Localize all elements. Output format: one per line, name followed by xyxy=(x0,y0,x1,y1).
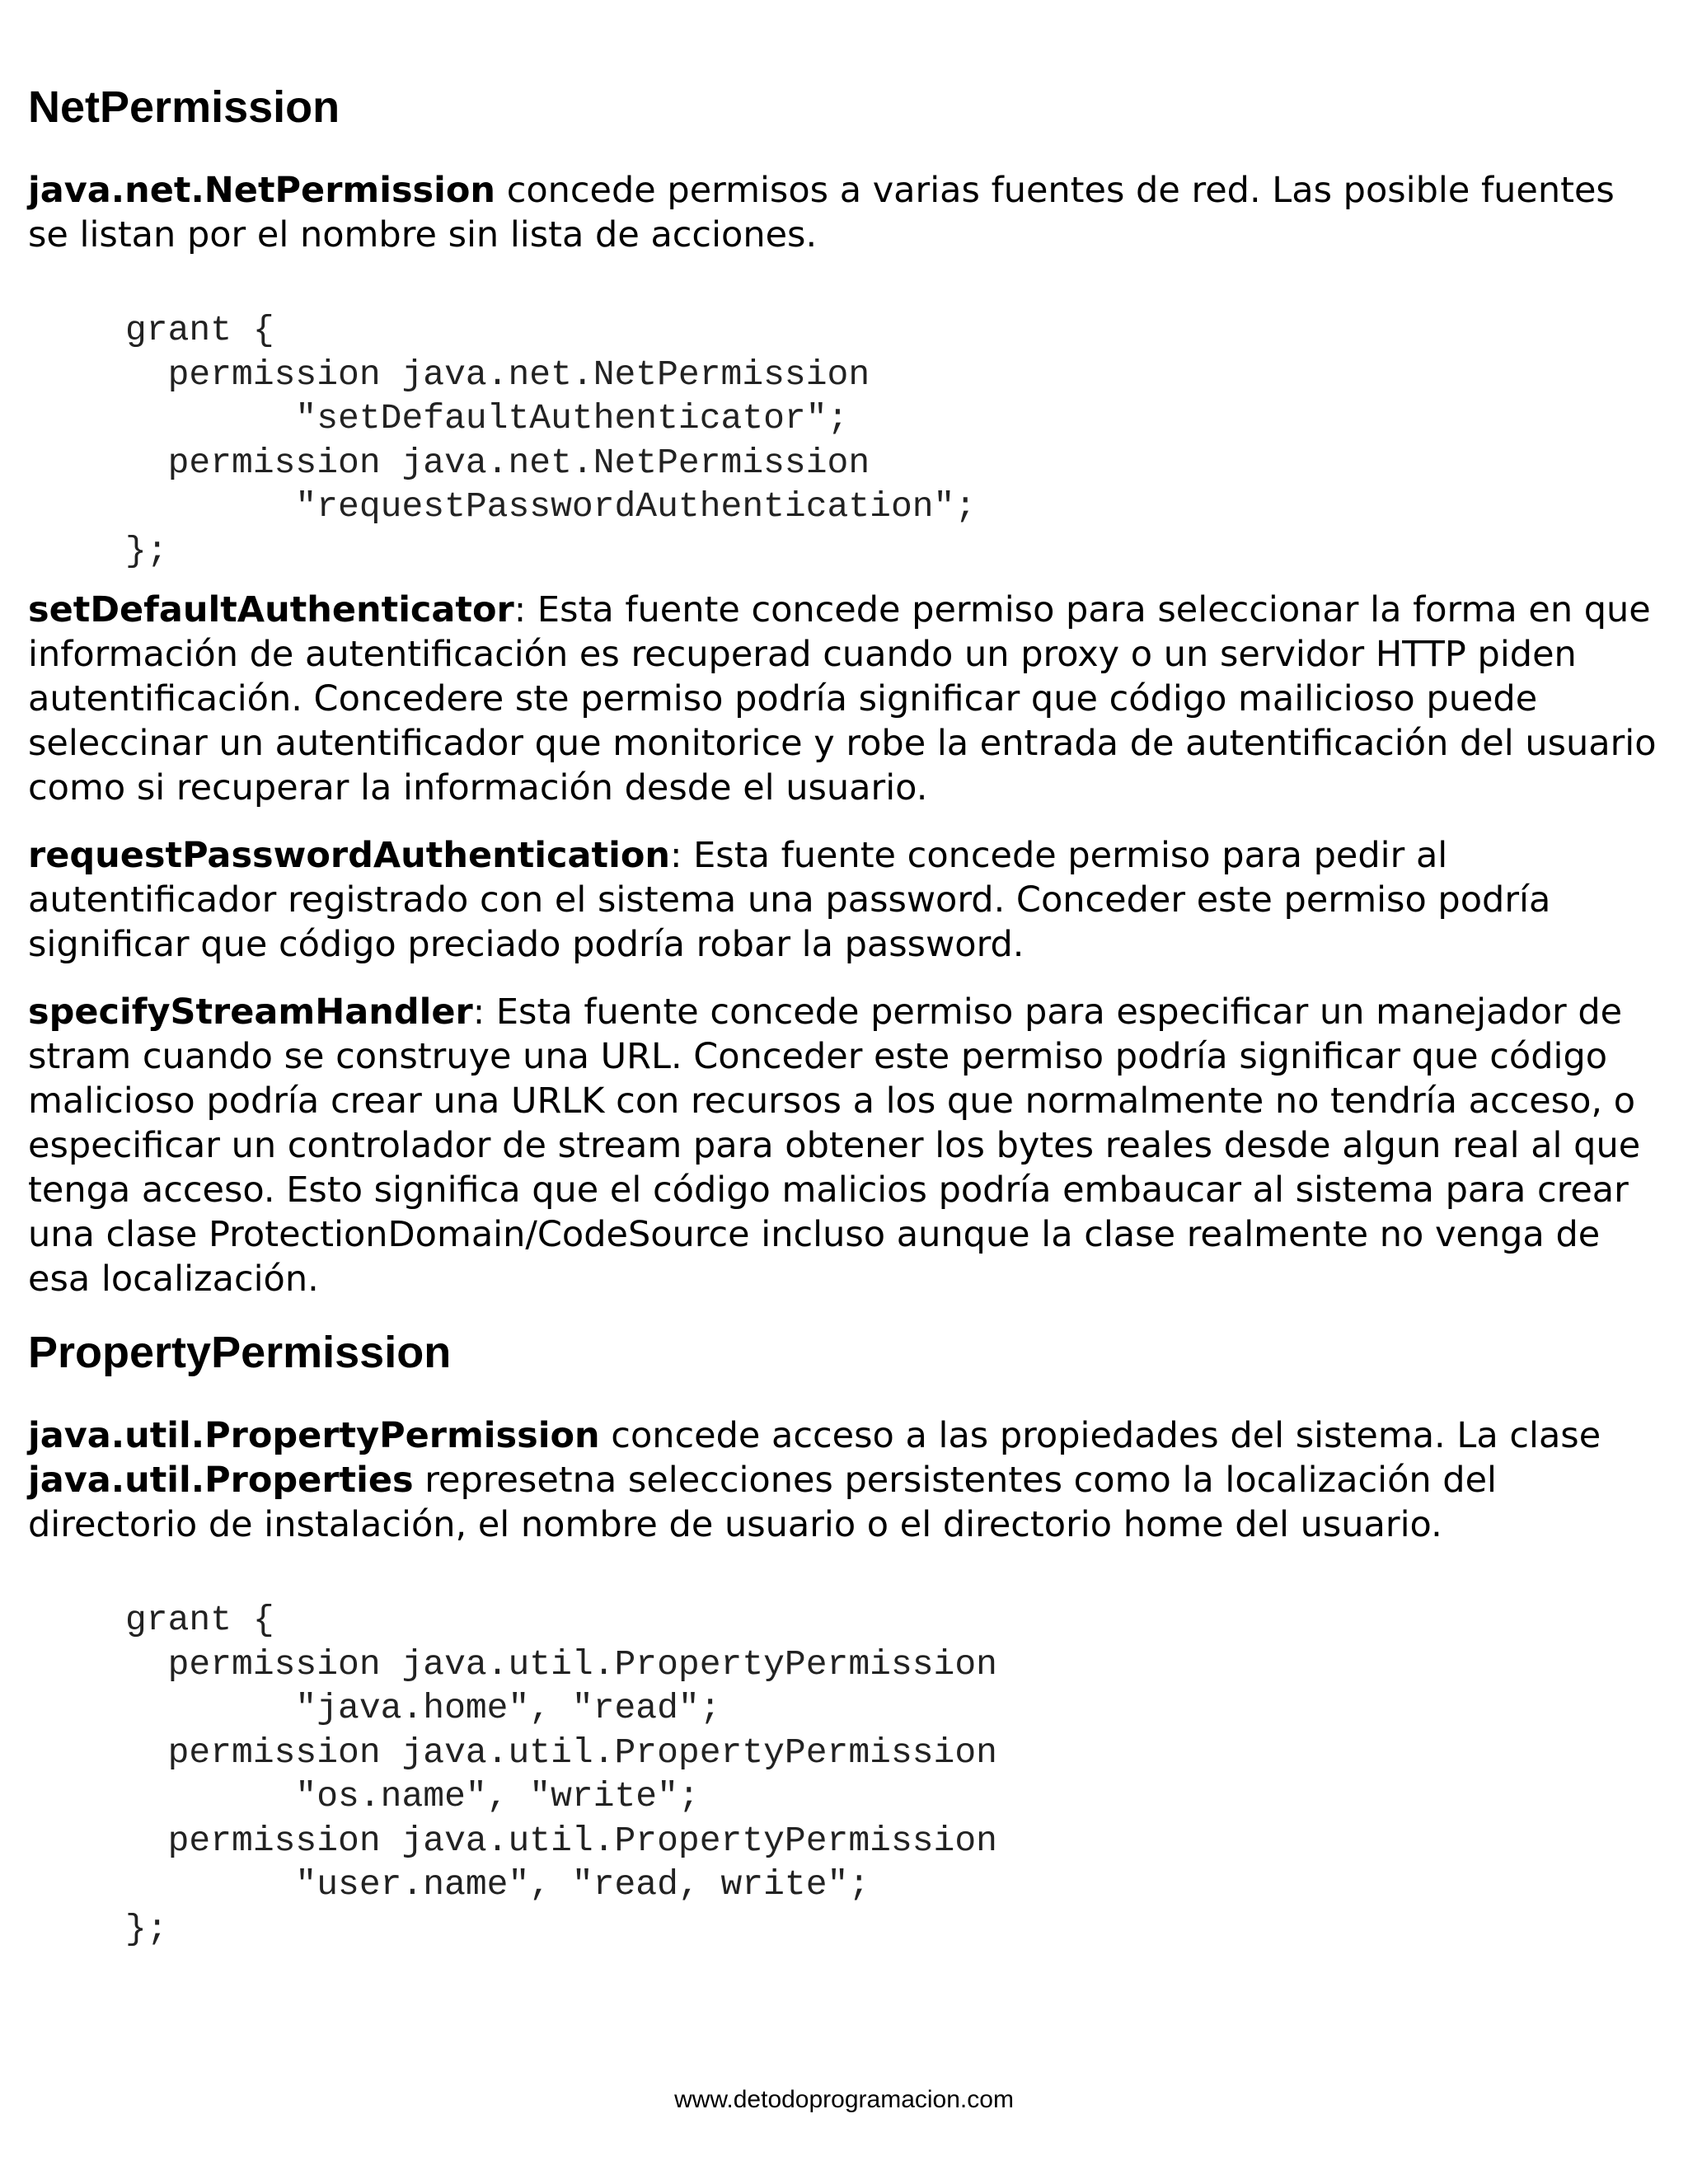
intro-text: concede permisos a varias fuentes de red. Las posible fuentes se listan por el nombre sin lista de acciones. xyxy=(28,170,1615,255)
code-line: }; xyxy=(125,530,168,571)
item-specifystreamhandler xyxy=(28,990,1660,1301)
netpermission-intro xyxy=(28,168,1660,257)
code-line: grant { xyxy=(125,1600,274,1640)
intro-class-name: java.util.PropertyPermission xyxy=(28,1415,600,1456)
item-requestpasswordauthentication xyxy=(28,833,1660,967)
intro-class-name: java.net.NetPermission xyxy=(28,170,496,211)
intro-class-name-2: java.util.Properties xyxy=(28,1460,414,1501)
document-page xyxy=(28,66,1660,1966)
section-title-netpermission: NetPermission xyxy=(28,82,340,132)
item-term: setDefaultAuthenticator xyxy=(28,589,514,630)
netpermission-code-block xyxy=(125,308,1660,573)
item-text: : Esta fuente concede permiso para especificar un manejador de stram cuando se construye una URL. Conceder este permiso podría significar que código malicioso podría crear una URLK con recursos a los que normalmente no tendría acceso, o especificar un controlador de stream para obtener los bytes reales desde algun real al que tenga acceso. Esto significa que el código malicios podría embaucar al sistema para crear una clase ProtectionDomain/CodeSource incluso aunque la clase realmente no venga de esa localización. xyxy=(28,991,1641,1300)
code-line: permission java.net.NetPermission xyxy=(125,442,870,483)
code-line: "java.home", "read"; xyxy=(125,1688,721,1728)
code-line: permission java.net.NetPermission xyxy=(125,354,870,395)
footer-url: www.detodoprogramacion.com xyxy=(674,2086,1014,2113)
item-text: : Esta fuente concede permiso para pedir al autentificador registrado con el sistema una password. Conceder este permiso podría significar que código preciado podría robar la password. xyxy=(28,835,1551,965)
code-line: "user.name", "read, write"; xyxy=(125,1864,870,1905)
code-line: permission java.util.PropertyPermission xyxy=(125,1820,997,1861)
code-line: "requestPasswordAuthentication"; xyxy=(125,486,977,527)
propertypermission-code-block xyxy=(125,1598,1660,1951)
item-setdefaultauthenticator xyxy=(28,588,1660,810)
code-line: }; xyxy=(125,1908,168,1949)
section-title-propertypermission: PropertyPermission xyxy=(28,1328,452,1377)
intro-text-2: represetna selecciones persistentes como la localización del directorio de instalación, el nombre de usuario o el directorio home del usuario. xyxy=(28,1460,1497,1545)
code-line: "os.name", "write"; xyxy=(125,1776,700,1816)
propertypermission-intro xyxy=(28,1413,1660,1547)
intro-text: concede acceso a las propiedades del sistema. La clase xyxy=(599,1415,1601,1456)
item-text: : Esta fuente concede permiso para seleccionar la forma en que información de autentificación es recuperad cuando un proxy o un servidor HTTP piden autentificación. Concedere ste permiso podría significar que código mailicioso puede seleccinar un autentificador que monitorice y robe la entrada de autentificación del usuario como si recuperar la información desde el usuario. xyxy=(28,589,1657,808)
item-term: requestPasswordAuthentication xyxy=(28,835,670,876)
code-line: "setDefaultAuthenticator"; xyxy=(125,398,849,438)
item-term: specifyStreamHandler xyxy=(28,991,473,1033)
code-line: grant { xyxy=(125,310,274,350)
code-line: permission java.util.PropertyPermission xyxy=(125,1732,997,1773)
code-line: permission java.util.PropertyPermission xyxy=(125,1643,997,1685)
